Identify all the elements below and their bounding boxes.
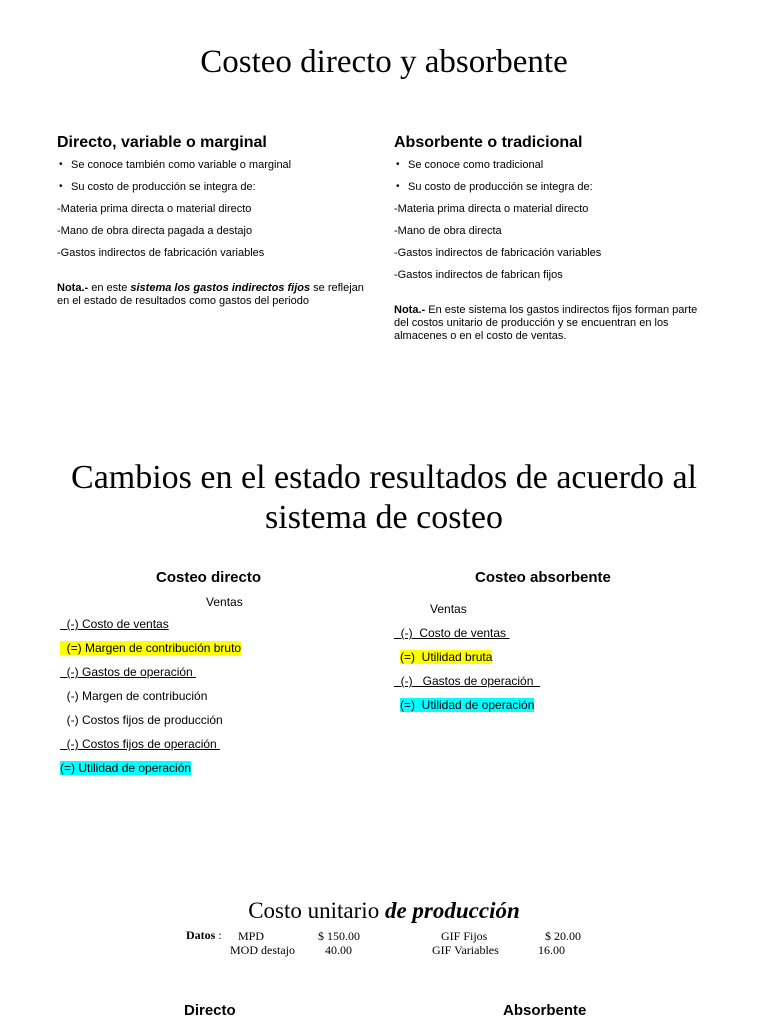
data-gif-fijos-label: GIF Fijos	[441, 929, 488, 943]
note-text: En este sistema los gastos indirectos fijos forman parte del costos unitario de producción y se encuentran en los almacenes o en el costo de ventas.	[394, 304, 698, 342]
list-item: -Materia prima directa o material directo	[57, 203, 252, 215]
statement-row: (-) Costos fijos de operación	[60, 737, 221, 751]
statement-row: (-) Costos fijos de producción	[60, 713, 223, 727]
note-label: Nota.-	[394, 304, 426, 316]
direct-costing-section	[57, 134, 364, 308]
absorbent-statement	[394, 601, 694, 721]
list-item: -Mano de obra directa	[394, 225, 502, 237]
direct-heading: Directo, variable o marginal	[57, 134, 267, 151]
list-item: -Gastos indirectos de fabricación variables	[57, 247, 265, 259]
unit-cost-title-text: Costo unitario	[248, 898, 385, 923]
note-label: Nota.-	[57, 282, 89, 294]
list-item: -Gastos indirectos de fabricación variables	[394, 247, 602, 259]
list-item: -Gastos indirectos de fabrican fijos	[394, 269, 563, 281]
section-title-text: Cambios en el estado resultados de acuerdo al sistema de costeo	[71, 459, 697, 536]
statement-row: (-) Margen de contribución	[60, 689, 208, 703]
statement-row: (-) Costo de ventas	[394, 626, 510, 640]
list-item: • Su costo de producción se integra de:	[57, 180, 357, 202]
data-gif-variables-value: 16.00	[538, 943, 565, 957]
statement-row: (-) Gastos de operación	[60, 665, 197, 679]
unit-cost-title	[0, 898, 768, 924]
data-mpd-value: $ 150.00	[318, 929, 360, 943]
list-item: -Materia prima directa o material directo	[394, 203, 589, 215]
absorbent-costing-section	[394, 134, 714, 343]
sales-line: Ventas	[430, 602, 467, 616]
data-gif-variables-label: GIF Variables	[432, 943, 499, 957]
statement-row: (-) Gastos de operación	[394, 674, 541, 688]
list-item: -Mano de obra directa pagada a destajo	[57, 225, 253, 237]
note-emphasis: sistema los gastos indirectos fijos	[130, 282, 311, 294]
sales-line: Ventas	[206, 595, 243, 609]
direct-statement	[60, 594, 360, 784]
unit-cost-title-emphasis: de producción	[384, 898, 520, 923]
data-label-text: Datos	[186, 928, 216, 942]
statement-row: (=) Utilidad bruta	[400, 650, 493, 664]
data-label	[186, 928, 222, 942]
bottom-direct-heading: Directo	[184, 1002, 236, 1019]
statement-row: (=) Utilidad de operación	[60, 761, 192, 775]
list-item: • Se conoce también como variable o marginal	[57, 158, 357, 180]
direct-note	[57, 282, 377, 308]
data-mod-label: MOD destajo	[230, 943, 295, 957]
note-text: en este	[88, 282, 131, 294]
list-item: • Su costo de producción se integra de:	[394, 180, 714, 202]
absorbent-bullets	[394, 158, 714, 202]
page-title: Costeo directo y absorbente	[200, 44, 568, 80]
statement-row: (=) Margen de contribución bruto	[60, 641, 242, 655]
absorbent-statement-heading: Costeo absorbente	[475, 569, 611, 586]
statement-row: (-) Costo de ventas	[60, 617, 169, 631]
data-label-sep: :	[215, 928, 222, 942]
absorbent-note	[394, 304, 709, 343]
data-mpd-label: MPD	[238, 929, 265, 943]
absorbent-heading: Absorbente o tradicional	[394, 134, 583, 151]
direct-bullets	[57, 158, 357, 202]
data-gif-fijos-value: $ 20.00	[545, 929, 581, 943]
data-mod-value: 40.00	[325, 943, 352, 957]
bottom-absorbent-heading: Absorbente	[503, 1002, 587, 1019]
section-title	[0, 458, 768, 538]
statement-row: (=) Utilidad de operación	[400, 698, 535, 712]
direct-statement-heading: Costeo directo	[156, 569, 262, 586]
list-item: • Se conoce como tradicional	[394, 158, 714, 180]
note-text: se reflejan en el estado de resultados como gastos del periodo	[57, 282, 364, 307]
